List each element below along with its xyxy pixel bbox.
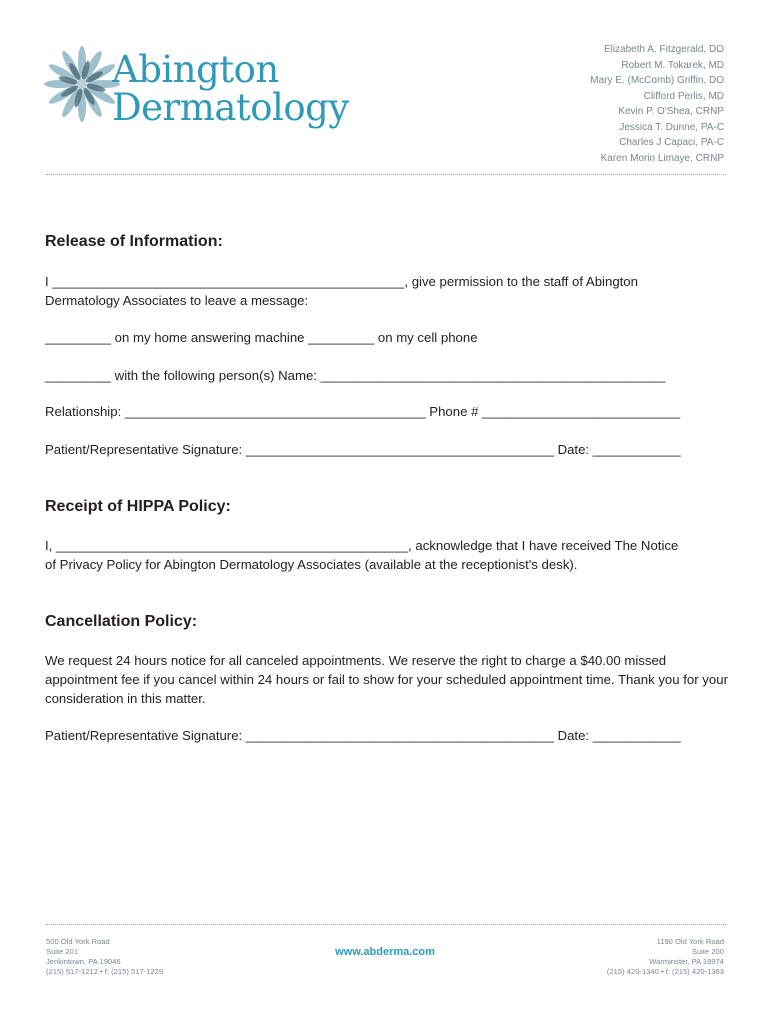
hippa-name-line[interactable]: I, ________________________________________________, acknowledge that I have received The Notice — [45, 538, 679, 553]
footer-line: Warminster, PA 18974 — [649, 957, 724, 966]
footer-line: (215) 420-1340 • f: (215) 420-1363 — [606, 967, 724, 976]
footer-address-right — [607, 937, 724, 977]
footer-divider — [46, 924, 726, 925]
staff-name: Charles J Capaci, PA-C — [619, 137, 724, 148]
relationship-phone-line[interactable]: Relationship: _________________________________________ Phone # ___________________________ — [45, 404, 681, 419]
release-signature-line[interactable]: Patient/Representative Signature: __________________________________________ Date: ____________ — [45, 442, 681, 457]
release-name-line[interactable]: I ________________________________________________, give permission to the staff of Abington — [45, 274, 638, 289]
hippa-text-line: of Privacy Policy for Abington Dermatology Associates (available at the receptionist's desk). — [45, 557, 578, 572]
logo-text-line2: Dermatology — [112, 86, 349, 129]
hippa-heading: Receipt of HIPPA Policy: — [45, 498, 231, 515]
footer-line: Jenkintown, PA 19046 — [46, 957, 121, 966]
staff-name: Robert M. Tokarek, MD — [621, 59, 724, 71]
staff-name: Kevin P. O'Shea, CRNP — [618, 106, 724, 117]
person-name-line[interactable]: _________ with the following person(s) Name: _______________________________________________ — [45, 368, 666, 383]
footer-line: Suite 201 — [46, 947, 79, 956]
release-text-line: Dermatology Associates to leave a message: — [45, 293, 309, 308]
footer-line: (215) 517-1212 • f: (215) 517-1229 — [46, 967, 164, 976]
staff-list — [590, 42, 724, 166]
staff-name: Mary E. (McComb) Griffin, DO — [590, 75, 724, 86]
message-options-line[interactable]: _________ on my home answering machine _________ on my cell phone — [45, 330, 478, 345]
staff-name: Jessica T. Dunne, PA-C — [619, 121, 724, 133]
website-link[interactable]: www.abderma.com — [335, 946, 435, 958]
footer-line: 1190 Old York Road — [656, 937, 724, 946]
header-divider — [46, 174, 726, 175]
footer-line: 500 Old York Road — [46, 937, 110, 946]
cancellation-heading: Cancellation Policy: — [45, 613, 198, 630]
cancellation-signature-line[interactable]: Patient/Representative Signature: __________________________________________ Date: ____________ — [45, 728, 681, 743]
staff-name: Clifford Perlis, MD — [643, 90, 724, 102]
footer-line: Suite 200 — [691, 947, 724, 956]
cancellation-text: We request 24 hours notice for all canceled appointments. We reserve the right to charge a $40.00 missed appointment fee if you cancel within 24 hours or fail to show for your scheduled appointment time. Thank you for your consideration in this matter. — [45, 653, 728, 706]
staff-name: Karen Morin Limaye, CRNP — [600, 152, 724, 164]
release-heading: Release of Information: — [45, 233, 223, 250]
staff-name: Elizabeth A. Fitzgerald, DO — [603, 44, 724, 55]
logo-text-line1: Abington — [112, 48, 279, 91]
